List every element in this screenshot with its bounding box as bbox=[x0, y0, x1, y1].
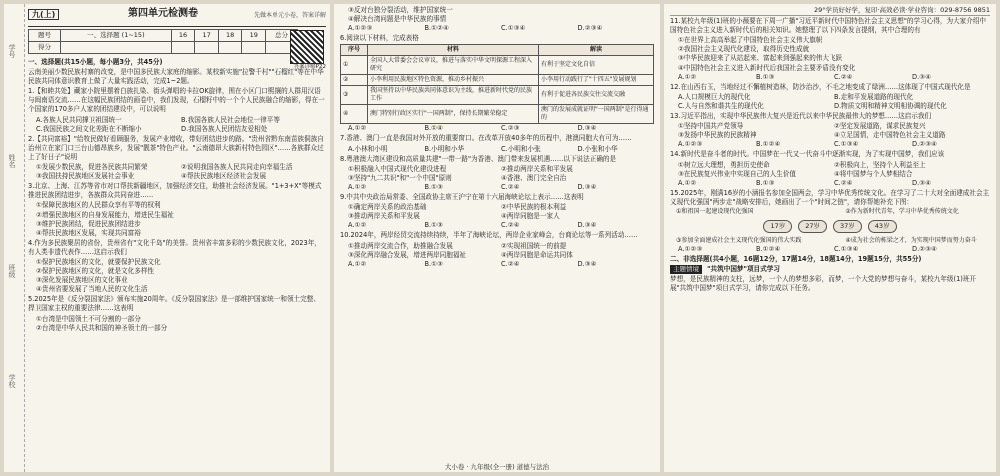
option[interactable]: ②保护民族地区的文化，就是文化多样性 bbox=[36, 267, 155, 276]
page-footer: 大小卷 · 九年级(全一册) 道德与法治 bbox=[444, 463, 550, 471]
test-header bbox=[28, 6, 326, 27]
score-cell: 19 bbox=[242, 30, 266, 42]
right-content bbox=[670, 6, 990, 470]
table-cell: 有利于坚定文化自信 bbox=[539, 56, 654, 75]
question-5: 5.2025年是《反分裂国家法》颁布实施20周年。《反分裂国家法》是一部维护国家统一和领土完整、捍卫国家主权的重要法律……这表明 bbox=[28, 295, 320, 313]
choice[interactable]: C.②④ bbox=[501, 259, 520, 268]
choice[interactable]: A.①② bbox=[348, 182, 367, 191]
score-cell: 17 bbox=[195, 30, 219, 42]
option[interactable]: ②坚定发展道路，谋求民族复兴 bbox=[834, 122, 926, 131]
choice[interactable]: A.①② bbox=[678, 178, 697, 187]
table-row bbox=[341, 105, 654, 124]
choice[interactable]: C.②④ bbox=[501, 182, 520, 191]
time-chain-diagram bbox=[670, 220, 990, 233]
option[interactable]: ①保障民族地区的人民群众享有平等的权利 bbox=[36, 201, 161, 210]
chain-link: 43岁 bbox=[868, 220, 897, 233]
choice[interactable]: D.③④ bbox=[912, 178, 931, 187]
option[interactable]: ①保护民族地区的文化，就要保护民族文化 bbox=[36, 257, 161, 266]
choice[interactable]: A.小林和小明 bbox=[348, 144, 388, 153]
question-4: 4.作为多民族聚居的省份，贵州省有"文化千岛"的美誉。贵州省丰富多彩的少数民族文化，2023年，有人类非遗代表作……这启示我们 bbox=[28, 238, 321, 256]
option[interactable]: ④中国特色社会主义进入新时代后我国社会主要矛盾没有变化 bbox=[678, 63, 856, 72]
option[interactable]: ①推动两岸交流合作，助推融合发展 bbox=[348, 241, 453, 250]
chain-note: ②作为新时代青年，学习中华优秀传统文化 bbox=[845, 207, 959, 215]
option[interactable]: ④解决台湾问题是中华民族的事情 bbox=[348, 15, 447, 24]
chain-link: 27岁 bbox=[798, 220, 827, 233]
page-title: 第四单元检测卷 bbox=[128, 8, 198, 19]
grade-badge: 九(上) bbox=[28, 9, 59, 20]
header-slogan: 先做本单元小卷，答案详解 bbox=[253, 12, 326, 19]
question-12: 12.在山西右玉，当地经过不懈植树造林，防沙治沙，不毛之地变成了绿洲……这体现了中国式现代化是 bbox=[670, 82, 971, 91]
table-cell: 有利于促进各民族交往交流交融 bbox=[539, 86, 654, 105]
option[interactable]: ③深化发展民族地区的文化事业 bbox=[36, 276, 128, 285]
option[interactable]: ①坚持中国共产党领导 bbox=[678, 122, 744, 131]
score-cell: 一、选择题 (1~15) bbox=[60, 30, 171, 42]
choice[interactable]: D.③④ bbox=[912, 72, 931, 81]
choice[interactable]: D.③④ bbox=[577, 182, 597, 191]
choice[interactable]: D.物质文明和精神文明相协调的现代化 bbox=[834, 101, 947, 110]
score-cell: 18 bbox=[218, 30, 242, 42]
theme-text: 梦想，是民族精神的支柱，远梦，一个人的梦想多彩，而梦，一个大党的梦想与奋斗，某校九年级(1)班开展"共筑中国梦"项目式学习，请你完成以下任务。 bbox=[670, 275, 977, 293]
option[interactable]: ①发展少数民族，促进各民族共同繁荣 bbox=[36, 163, 148, 172]
qr-code-icon bbox=[290, 30, 324, 64]
choice[interactable]: C.②④ bbox=[834, 178, 853, 187]
choice[interactable]: A.人口规模巨大的现代化 bbox=[678, 92, 751, 101]
choice[interactable]: C.人与自然和谐共生的现代化 bbox=[678, 101, 764, 110]
margin-label-id: 学号 bbox=[8, 44, 16, 58]
chain-link: 17岁 bbox=[763, 220, 792, 233]
choice[interactable]: B.走和平发展道路的现代化 bbox=[834, 92, 914, 101]
table-cell: ④ bbox=[341, 105, 368, 124]
table-header: 序号 bbox=[341, 45, 368, 56]
question-11: 11.某校九年级(1)班的小薇要在下周一广播"习近平新时代中国特色社会主义思想"的学习心得，为大家介绍中国特色社会主义进入新时代后的相关知识。她整理了以下四条发言提纲，其中合理的有 bbox=[670, 17, 987, 35]
table-cell: 小李利用民族地区特色资源，推动乡村振兴 bbox=[368, 75, 539, 86]
choice[interactable]: D.③④ bbox=[577, 124, 597, 133]
qr-caption: 答案详解P22 bbox=[293, 64, 326, 70]
option[interactable]: ②增强民族地区的自身发展能力，增进民生福祉 bbox=[36, 210, 174, 219]
question-1: 1.【和睦共处】藏家小院里摆着白族扎染、街头弹唱的卡拉OK旋律，围在小区门口熙攘的人群用汉语与闽南语交流……在这幅民族团结的画卷中，我们发现，石榴籽中的一个个人民族融合的缩影，得在一个国家的170多户人家的团结建设中，可以说明 bbox=[28, 87, 325, 114]
question-3: 3.北京、上海、江苏等省市对口帮扶新疆地区，加强经济交往，助推社会经济发展。"1+3+X"等模式推进民族团结进步，各族群众共同奋进…… bbox=[28, 182, 322, 200]
choice[interactable]: A.①② bbox=[348, 221, 367, 230]
page-middle bbox=[334, 4, 660, 472]
score-cell[interactable] bbox=[218, 42, 242, 54]
table-cell: ① bbox=[341, 56, 368, 75]
option[interactable]: ③中华民族迎来了从站起来、富起来到强起来的伟大飞跃 bbox=[678, 54, 843, 63]
top-bar: 29°学员好好学，复印·高效必读·学业咨询：029-8756 9851 bbox=[670, 6, 990, 16]
choice[interactable]: A.①② bbox=[348, 259, 367, 268]
theme-tag: 主题情境 bbox=[670, 265, 702, 274]
option[interactable]: ②说明我国各族人民共同走向幸福生活 bbox=[181, 163, 293, 172]
margin-label-name: 姓名 bbox=[8, 154, 16, 168]
choice[interactable]: C.①③④ bbox=[834, 245, 859, 254]
option[interactable]: ③推动两岸关系和平发展 bbox=[348, 212, 420, 221]
score-cell: 16 bbox=[171, 30, 195, 42]
score-cell[interactable] bbox=[195, 42, 219, 54]
choice[interactable]: A.①②③ bbox=[348, 24, 373, 33]
table-cell: 小李用行动践行了"十四五"发展规划 bbox=[539, 75, 654, 86]
table-cell: 全国人大常委会会议审议，推进与落实中华文明探源工程深入研究 bbox=[368, 56, 539, 75]
choice[interactable]: A.①② bbox=[678, 72, 697, 81]
option[interactable]: ②推动两岸关系和平发展 bbox=[501, 164, 573, 173]
option[interactable]: B.我国各族人民社会地位一律平等 bbox=[181, 115, 280, 124]
table-cell: 我国坚持以中华民族共同体意识为主线，推进新时代党的民族工作 bbox=[368, 86, 539, 105]
table-row bbox=[341, 86, 654, 105]
choice[interactable]: C.小明和小张 bbox=[501, 144, 541, 153]
choice[interactable]: B.小明和小华 bbox=[424, 144, 465, 153]
margin-label-class: 班级 bbox=[8, 264, 16, 278]
table-row bbox=[341, 56, 654, 75]
option[interactable]: ③在民族复兴伟业中实现自己的人生价值 bbox=[678, 169, 797, 178]
option[interactable]: ④两岸同胞是命运共同体 bbox=[501, 250, 573, 259]
option[interactable]: C.我国民族之间文化差距在不断缩小 bbox=[36, 124, 142, 133]
choice[interactable]: C.②④ bbox=[834, 72, 853, 81]
choice[interactable]: B.①②④ bbox=[424, 24, 449, 33]
option[interactable]: ③坚持"九二共识"和"一个中国"原则 bbox=[348, 173, 452, 182]
choice[interactable]: C.①③④ bbox=[501, 24, 526, 33]
choice[interactable]: D.③④ bbox=[577, 221, 597, 230]
choice[interactable]: C.②④ bbox=[501, 221, 520, 230]
table-cell: ③ bbox=[341, 86, 368, 105]
table-header: 解读 bbox=[539, 45, 654, 56]
score-cell: 总分 bbox=[265, 30, 297, 42]
choice[interactable]: C.②③ bbox=[501, 124, 520, 133]
question-7: 7.香港、澳门一直是我国对外开放的重要窗口。在改革开放40多年的历程中，港澳同胞大有可为…… bbox=[340, 134, 632, 143]
choice[interactable]: A.①②③ bbox=[678, 140, 703, 149]
page-left bbox=[4, 4, 330, 472]
choice[interactable]: B.①③ bbox=[424, 221, 443, 230]
table-row bbox=[341, 75, 654, 86]
option[interactable]: ③反对台独分裂活动，维护国家统一 bbox=[348, 6, 453, 14]
choice[interactable]: D.②③④ bbox=[912, 140, 937, 149]
choice[interactable]: C.①③④ bbox=[834, 140, 859, 149]
choice[interactable]: D.②③④ bbox=[912, 245, 937, 254]
section-heading: 二、非选择题(共4小题，16题12分，17题14分，18题14分，19题15分，共55分) bbox=[670, 255, 922, 264]
score-cell: 题号 bbox=[29, 30, 61, 42]
option[interactable]: ③深化两岸融合发展，增进两岸同胞福祉 bbox=[348, 250, 467, 259]
score-cell[interactable] bbox=[242, 42, 266, 54]
score-grid bbox=[28, 29, 298, 54]
section-heading: 一、选择题(共15小题，每小题3分，共45分) bbox=[28, 58, 163, 66]
chain-link: 37岁 bbox=[833, 220, 862, 233]
intro-text: 云南美丽少数民族村寨的改变，是中国多民族大家庭的缩影。某校新实施"拉警千村""石榴红"等在中华民族共同体意识教育上做了大量实践活动，完成1~2题。 bbox=[28, 68, 324, 86]
choice[interactable]: A.①②③ bbox=[678, 245, 703, 254]
question-8: 8.粤港澳大湾区建设和高质量共建"一带一路"为香港、澳门带来发展机遇……以下说法正确的是 bbox=[340, 154, 617, 163]
option[interactable]: ③我国扶持民族地区发展社会事业 bbox=[36, 172, 135, 181]
question-6: 6.阅读以下材料，完成表格 bbox=[340, 34, 419, 43]
table-cell: 澳门的发展成就证明"一国两制"是行得通的 bbox=[539, 105, 654, 124]
option[interactable]: A.各族人民共同撑卫祖国统一 bbox=[36, 115, 122, 124]
option[interactable]: ③发扬中华民族的民族精神 bbox=[678, 131, 757, 140]
table-cell: ② bbox=[341, 75, 368, 86]
table-header: 材料 bbox=[368, 45, 539, 56]
option[interactable]: ①确定两岸关系的政治基础 bbox=[348, 203, 427, 212]
choice[interactable]: B.①②④ bbox=[756, 140, 781, 149]
option[interactable]: ④两岸同胞是一家人 bbox=[501, 212, 560, 221]
choice[interactable]: D.③④ bbox=[577, 259, 597, 268]
question-6-table bbox=[340, 44, 654, 124]
option[interactable]: ①台湾是中国领土不可分割的一部分 bbox=[36, 314, 141, 323]
choice[interactable]: A.①② bbox=[348, 124, 367, 133]
choice[interactable]: D.小张和小华 bbox=[577, 144, 618, 153]
option[interactable]: D.我国各族人民团结友爱相处 bbox=[181, 124, 268, 133]
choice[interactable]: B.①③ bbox=[424, 259, 443, 268]
option[interactable]: ②我国社会主义现代化建设，取得历史性成就 bbox=[678, 45, 810, 54]
choice[interactable]: B.①③ bbox=[756, 178, 775, 187]
option[interactable]: ①积极融入中国式现代化建设进程 bbox=[348, 164, 447, 173]
option[interactable]: ②积极向上，坚持个人利益至上 bbox=[834, 160, 926, 169]
binding-margin bbox=[4, 4, 25, 472]
option[interactable]: ④贵州省要发展了当地人民的文化生活 bbox=[36, 285, 148, 294]
option[interactable]: ④帮扶民族地区发展，实现共同富裕 bbox=[36, 228, 141, 237]
option[interactable]: ③维护民族团结，促进民族团结进步 bbox=[36, 219, 141, 228]
question-10: 10.2024年，两岸经贸交流持续持续，半年了海峡论坛，两岸企业家峰会，台商论坛等一系列活动…… bbox=[340, 231, 638, 240]
option[interactable]: ②实现祖国统一的前提 bbox=[501, 241, 567, 250]
choice[interactable]: D.②③④ bbox=[577, 24, 603, 33]
chain-note: ③参加全面建成社会主义现代化强国的伟大实践 bbox=[676, 237, 802, 245]
margin-label-school: 学校 bbox=[8, 374, 16, 388]
choice[interactable]: B.①③ bbox=[424, 182, 443, 191]
question-14: 14.新时代是奋斗者的时代。中国梦在一代又一代奋斗中逐渐实现，为了实现中国梦，我们应该 bbox=[670, 150, 945, 159]
option[interactable]: ④帮扶民族地区经济社会发展 bbox=[181, 172, 267, 181]
left-content bbox=[28, 6, 326, 470]
choice[interactable]: B.①②④ bbox=[756, 245, 781, 254]
choice[interactable]: B.①④ bbox=[424, 124, 443, 133]
option[interactable]: ②中华民族的根本利益 bbox=[501, 203, 567, 212]
option[interactable]: ②台湾是中华人民共和国的神圣领土的一部分 bbox=[36, 323, 168, 332]
question-2: 2.【共同富裕】"给牧民做好看顾服务，发展产业增收，带好团结进步的路。"贵州省黔东南苗族侗族自治州立在家门口三台山德昂族乡，发展"靓茶"特色产业。"云南德昂大族新村特色园区"……各族群众过上了好日子"说明 bbox=[28, 134, 324, 161]
option[interactable]: ④香港、澳门完全自治 bbox=[501, 173, 567, 182]
chain-note: ①和祖国一起建设现代化强国 bbox=[676, 207, 754, 215]
table-cell: 澳门特别行政区实行"一国两制"，保持长期繁荣稳定 bbox=[368, 105, 539, 124]
page-right bbox=[664, 4, 996, 472]
option[interactable]: ①树立远大理想，勇担历史使命 bbox=[678, 160, 770, 169]
score-cell[interactable] bbox=[171, 42, 195, 54]
option[interactable]: ①在世界上高高举起了中国特色社会主义伟大旗帜 bbox=[678, 36, 823, 45]
choice[interactable]: B.①③ bbox=[756, 72, 775, 81]
question-13: 13.习近平指出，实现中华民族伟大复兴是近代以来中华民族最伟大的梦想……这启示我们 bbox=[670, 112, 932, 121]
question-9: 9.中共中央政治局常委、全国政协主席王沪宁在第十六届海峡论坛上表示……这表明 bbox=[340, 193, 584, 202]
middle-content bbox=[340, 6, 654, 470]
question-15: 15.2025年，刚满16岁的小涵报名参加全国两会，学习中华优秀传统文化。在学习了二十大对全面建成社会主义现代化强国"两步走"战略安排后，她画出了一个"时间之链"，请你帮她补充下图： bbox=[670, 188, 990, 206]
option[interactable]: ④将中国梦与个人梦相结合 bbox=[834, 169, 913, 178]
option[interactable]: ④立足国情，走中国特色社会主义道路 bbox=[834, 131, 946, 140]
score-cell[interactable] bbox=[60, 42, 171, 54]
theme-title: "共筑中国梦"项目式学习 bbox=[707, 265, 780, 274]
chain-note: ④成为社会的栋梁之才，为实现中国梦而努力奋斗 bbox=[845, 237, 977, 245]
score-cell: 得分 bbox=[29, 42, 61, 54]
